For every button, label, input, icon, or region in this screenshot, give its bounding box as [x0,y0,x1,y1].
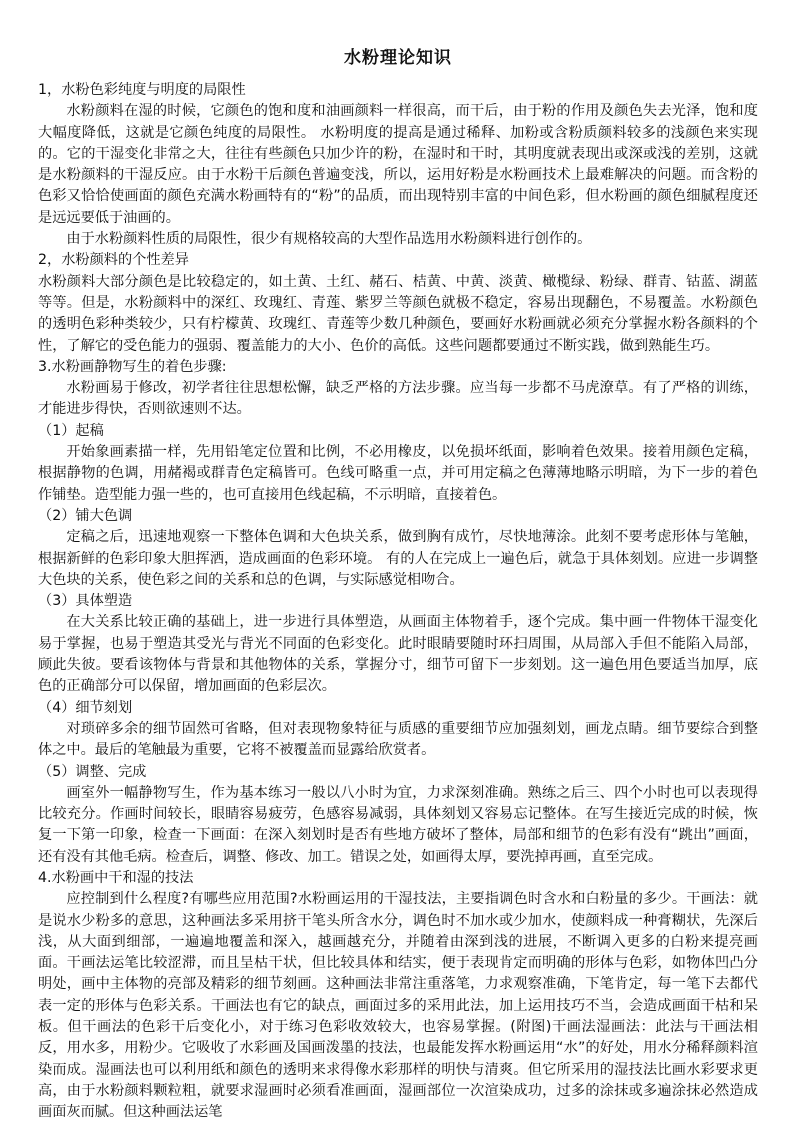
section-heading: 2，水粉颜料的个性差异 [38,252,189,269]
step-heading: （2）铺大色调 [38,507,133,524]
paragraph: 水粉颜料在湿的时候，它颜色的饱和度和油画颜料一样很高，而干后，由于粉的作用及颜色失去光泽，饱和度大幅度降低，这就是它颜色纯度的局限性。 水粉明度的提高是通过稀释、加粉或含粉质颜料较多的浅颜色来实现的。它的干湿变化非常之大，往往有些颜色只加少许的粉，在湿时和干时，其明度就表现出或深或浅的差别，这就是水粉颜料的干湿反应。由于水粉干后颜色普遍变浅，所以，运用好粉是水粉画技术上最难解决的问题。而含粉的色彩又恰恰使画面的颜色充满水粉画特有的“粉”的品质，而出现特别丰富的中间色彩，但水粉画的颜色细腻程度还是远远要低于油画的。 [38,103,758,226]
step-heading: （3）具体塑造 [38,593,133,610]
step-heading: （1）起稿 [38,422,104,439]
step-heading: （4）细节刻划 [38,699,133,716]
section-dry-wet-technique [38,868,758,1124]
paragraph: 水粉颜料大部分颜色是比较稳定的，如土黄、土红、赭石、桔黄、中黄、淡黄、橄榄绿、粉绿、群青、钴蓝、湖蓝等等。但是，水粉颜料中的深红、玫瑰红、青莲、紫罗兰等颜色就极不稳定，容易出现翻色，不易覆盖。水粉颜色的透明色彩种类较少，只有柠檬黄、玫瑰红、青莲等少数几种颜色，要画好水粉画就必须充分掌握水粉各颜料的个性，了解它的受色能力的强弱、覆盖能力的大小、色价的高低。这些问题都要通过不断实践，做到熟能生巧。 [38,273,758,354]
section-pigment-differences [38,250,758,356]
paragraph: 由于水粉颜料性质的局限性，很少有规格较高的大型作品选用水粉颜料进行创作的。 [66,231,592,248]
section-purity-brightness [38,80,758,250]
section-heading: 3.水粉画静物写生的着色步骤: [38,358,227,375]
page-title: 水粉理论知识 [344,48,452,68]
paragraph: 应控制到什么程度?有哪些应用范围?水粉画运用的干湿技法，主要指调色时含水和白粉量的多少。干画法：就是说水少粉多的意思，这种画法多采用挤干笔头所含水分，调色时不加水或少加水，使颜料成一种膏糊状，先深后浅，从大面到细部，一遍遍地覆盖和深入，越画越充分，并随着由深到浅的进展，不断调入更多的白粉来提亮画面。干画法运笔比较涩滞，而且呈枯干状，但比较具体和结实，便于表现肯定而明确的形体与色彩，如物体凹凸分明处，画中主体物的亮部及精彩的细节刻画。这种画法非常注重落笔，力求观察准确，下笔肯定，每一笔下去都代表一定的形体与色彩关系。干画法也有它的缺点，画面过多的采用此法，加上运用技巧不当，会造成画面干枯和呆板。但干画法的色彩干后变化小，对于练习色彩收效较大，也容易掌握。(附图)干画法湿画法：此法与干画法相反，用水多，用粉少。它吸收了水彩画及国画泼墨的技法，也最能发挥水粉画运用“水”的好处，用水分稀释颜料渲染而成。湿画法也可以利用纸和颜色的透明来求得像水彩那样的明快与清爽。但它所采用的湿技法比画水彩要求更高，由于水粉颜料颗粒粗，就要求湿画时必须看准画面，湿画部位一次渲染成功，过多的涂抹或多遍涂抹必然造成画面灰而腻。但这种画法运笔 [38,891,758,1121]
step-paragraph: 定稿之后，迅速地观察一下整体色调和大色块关系，做到胸有成竹，尽快地薄涂。此刻不要考虑形体与笔触，根据新鲜的色彩印象大胆挥洒，造成画面的色彩环境。 有的人在完成上一遍色后，就急于具体刻划。应进一步调整大色块的关系，使色彩之间的关系和总的色调，与实际感觉相吻合。 [38,529,758,588]
step-paragraph: 在大关系比较正确的基础上，进一步进行具体塑造，从画面主体物着手，逐个完成。集中画一件物体干湿变化易于掌握，也易于塑造其受光与背光不同面的色彩变化。此时眼睛要随时环扫周围，从局部入手但不能陷入局部，顾此失彼。要看该物体与背景和其他物体的关系，掌握分寸，细节可留下一步刻划。这一遍色用色要适当加厚，底色的正确部分可以保留，增加画面的色彩层次。 [38,614,758,695]
step-heading: （5）调整、完成 [38,763,147,780]
paragraph: 水粉画易于修改，初学者往往思想松懈，缺乏严格的方法步骤。应当每一步都不马虎潦草。有了严格的训练，才能进步得快，否则欲速则不达。 [38,380,758,418]
step-paragraph: 开始象画素描一样，先用铅笔定位置和比例，不必用橡皮，以免损坏纸面，影响着色效果。接着用颜色定稿，根据静物的色调，用赭褐或群青色定稿皆可。色线可略重一点，并可用定稿之色薄薄地略示明暗，为下一步的着色作铺垫。造型能力强一些的，也可直接用色线起稿，不示明暗，直接着色。 [38,444,758,503]
step-paragraph: 画室外一幅静物写生，作为基本练习一般以八小时为宜，力求深刻准确。熟练之后三、四个小时也可以表现得比较充分。作画时间较长，眼睛容易疲劳，色感容易减弱，具体刻划又容易忘记整体。在写生接近完成的时候，恢复一下第一印象，检查一下画面：在深入刻划时是否有些地方破坏了整体，局部和细节的色彩有没有“跳出”画面，还有没有其他毛病。检查后，调整、修改、加工。错误之处，如画得太厚，要洗掉再画，直至完成。 [38,784,758,865]
section-heading: 1，水粉色彩纯度与明度的局限性 [38,82,246,98]
section-heading: 4.水粉画中干和湿的技法 [38,869,194,886]
section-coloring-steps [38,357,758,868]
step-paragraph: 对琐碎多余的细节固然可省略，但对表现物象特征与质感的重要细节应加强刻划，画龙点睛。细节要综合到整体之中。最后的笔触最为重要，它将不被覆盖而显露给欣赏者。 [38,720,758,759]
